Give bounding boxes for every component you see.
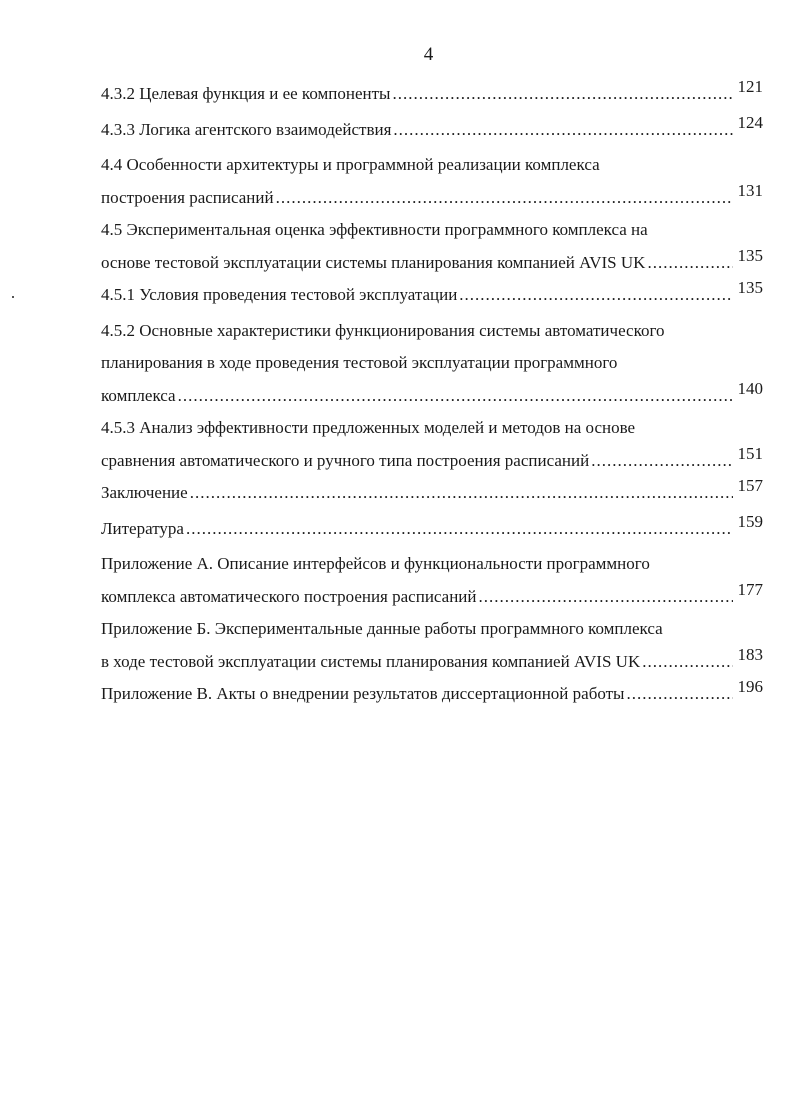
toc-page-number: 140 [737, 378, 763, 398]
toc-entry-last-line [101, 380, 763, 413]
toc-entry-last-line [101, 182, 763, 215]
toc-entry-last-line [101, 114, 763, 147]
toc-entry-line [101, 347, 763, 380]
toc-entry-last-line [101, 581, 763, 614]
toc-entry [101, 412, 763, 477]
toc-entry-text: 4.3.3 Логика агентского взаимодействия [101, 119, 392, 139]
toc-entry-line [101, 613, 763, 646]
toc-dot-leader [591, 445, 733, 478]
toc-dot-leader [459, 279, 733, 312]
toc-page-number: 121 [737, 77, 763, 96]
toc-dot-leader [626, 678, 733, 711]
toc-entry [101, 279, 763, 312]
toc-entry-line [101, 214, 763, 247]
toc-entry-text: 4.5.1 Условия проведения тестовой эксплуатации [101, 285, 458, 304]
toc-entry-text: основе тестовой эксплуатации системы планирования компанией AVIS UK [101, 252, 646, 272]
toc-entry-text: 4.5.3 Анализ эффективности предложенных моделей и методов на основе [101, 418, 636, 437]
toc-entry [101, 149, 763, 214]
toc-entry-text: построения расписаний [101, 187, 274, 207]
toc-entry-line [101, 149, 763, 182]
toc-page-number: 135 [737, 245, 763, 265]
toc-entry-last-line [101, 646, 763, 679]
toc-entry [101, 513, 763, 546]
toc-entry [101, 613, 763, 678]
toc-entry-last-line [101, 279, 763, 312]
toc-entry-text: комплекса [101, 385, 176, 405]
toc-dot-leader [479, 581, 733, 614]
toc-page-number: 196 [737, 677, 763, 696]
toc-entry [101, 548, 763, 613]
toc-dot-leader [647, 247, 733, 280]
toc-entry-line [101, 315, 763, 348]
toc-entry [101, 678, 763, 711]
toc-entry [101, 477, 763, 510]
toc-entry-last-line [101, 445, 763, 478]
toc-dot-leader [178, 380, 733, 413]
toc-entry-last-line [101, 78, 763, 111]
toc-page-number: 177 [737, 579, 763, 599]
toc-page-number: 124 [737, 112, 763, 132]
toc-entry-last-line [101, 678, 763, 711]
toc-entry-text: сравнения автоматического и ручного типа построения расписаний [101, 450, 590, 470]
toc-entry-text: 4.4 Особенности архитектуры и программной реализации комплекса [101, 155, 600, 174]
toc-entry [101, 78, 763, 111]
toc-entry-text: Приложение Б. Экспериментальные данные работы программного комплекса [101, 619, 663, 638]
toc-entry-last-line [101, 477, 763, 510]
toc-entry-last-line [101, 247, 763, 280]
toc-entry-text: Заключение [101, 483, 188, 502]
toc-entry-text: Приложение А. Описание интерфейсов и функциональности программного [101, 554, 650, 573]
toc-dot-leader [190, 477, 733, 510]
toc-page-number: 157 [737, 476, 763, 495]
toc-entry-text: 4.5.2 Основные характеристики функционирования системы автоматического [101, 320, 665, 340]
toc-entry [101, 114, 763, 147]
toc-entry-text: в ходе тестовой эксплуатации системы планирования компанией AVIS UK [101, 651, 641, 671]
page-number: 4 [423, 44, 434, 65]
table-of-contents [101, 78, 763, 714]
toc-entry-text: 4.5 Экспериментальная оценка эффективности программного комплекса на [101, 220, 648, 239]
toc-dot-leader [276, 182, 733, 215]
toc-entry [101, 214, 763, 279]
toc-entry-text: планирования в ходе проведения тестовой эксплуатации программного [101, 353, 618, 372]
toc-entry-line [101, 412, 763, 445]
toc-entry-line [101, 548, 763, 581]
toc-page-number: 135 [737, 278, 763, 297]
scan-speck [12, 296, 14, 298]
toc-page-number: 151 [737, 443, 763, 463]
toc-entry-text: Приложение В. Акты о внедрении результатов диссертационной работы [101, 684, 625, 703]
toc-page-number: 183 [737, 644, 763, 664]
toc-entry-last-line [101, 513, 763, 546]
toc-entry [101, 315, 763, 413]
toc-dot-leader [393, 114, 733, 147]
toc-page-number: 159 [737, 511, 763, 531]
toc-entry-text: Литература [101, 518, 184, 538]
toc-page-number: 131 [737, 180, 763, 200]
toc-dot-leader [392, 78, 733, 111]
toc-dot-leader [186, 513, 733, 546]
toc-entry-text: 4.3.2 Целевая функция и ее компоненты [101, 84, 391, 103]
toc-dot-leader [642, 646, 733, 679]
toc-entry-text: комплекса автоматического построения расписаний [101, 586, 477, 606]
